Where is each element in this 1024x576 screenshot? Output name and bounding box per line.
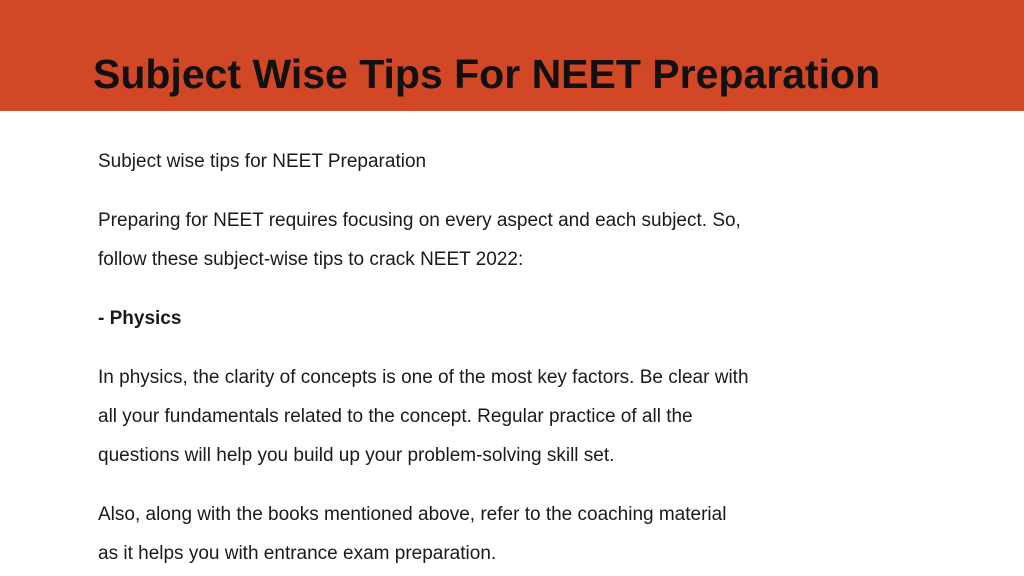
intro-line: Preparing for NEET requires focusing on every aspect and each subject. So,: [98, 210, 741, 231]
physics-paragraph: [98, 358, 858, 475]
physics-line: questions will help you build up your problem-solving skill set.: [98, 445, 615, 466]
intro-line: follow these subject-wise tips to crack NEET 2022:: [98, 249, 524, 270]
slide-body: [98, 142, 858, 573]
also-line: Also, along with the books mentioned above, refer to the coaching material: [98, 504, 727, 525]
physics-line: In physics, the clarity of concepts is one of the most key factors. Be clear with: [98, 367, 749, 388]
page-title: Subject Wise Tips For NEET Preparation: [93, 51, 881, 97]
also-paragraph: [98, 495, 858, 573]
title-banner: [0, 0, 1024, 111]
physics-line: all your fundamentals related to the concept. Regular practice of all the: [98, 406, 693, 427]
intro-paragraph: [98, 201, 858, 279]
physics-heading: - Physics: [98, 308, 182, 329]
subtitle-paragraph: Subject wise tips for NEET Preparation: [98, 151, 427, 172]
also-line: as it helps you with entrance exam preparation.: [98, 543, 497, 564]
